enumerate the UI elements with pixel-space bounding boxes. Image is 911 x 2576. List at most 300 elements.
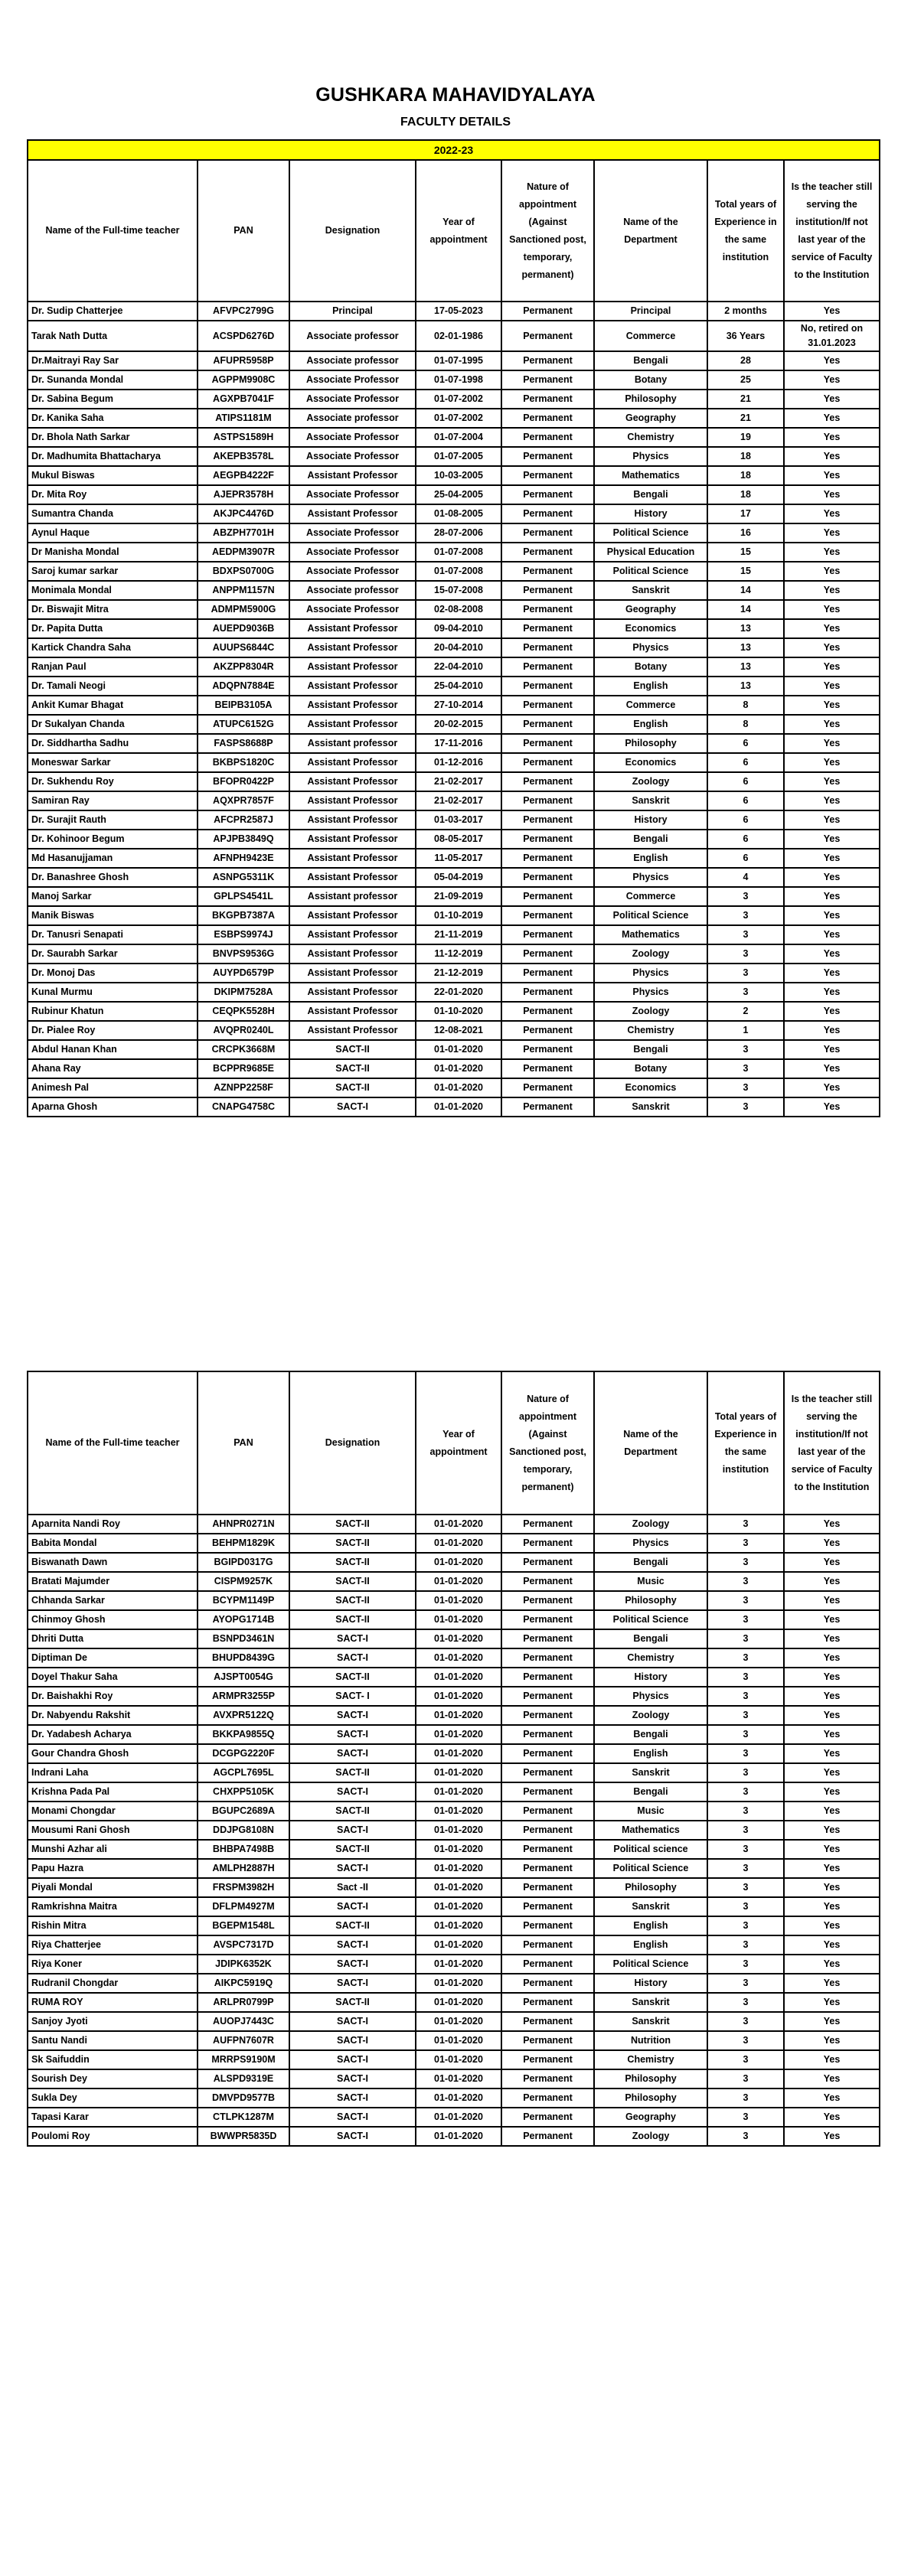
cell-experience: 3 <box>707 1078 784 1097</box>
cell-pan: BGUPC2689A <box>198 1802 289 1821</box>
cell-teacher-name: Aparna Ghosh <box>28 1097 198 1117</box>
cell-appointment-date: 21-02-2017 <box>416 791 501 810</box>
cell-pan: BWWPR5835D <box>198 2127 289 2146</box>
cell-experience: 19 <box>707 428 784 447</box>
cell-designation: SACT-I <box>289 1935 416 1955</box>
cell-serving-status: Yes <box>784 925 880 944</box>
cell-appointment-date: 01-07-2008 <box>416 562 501 581</box>
cell-department: English <box>594 677 707 696</box>
cell-pan: AJEPR3578H <box>198 485 289 504</box>
cell-designation: SACT-I <box>289 2012 416 2031</box>
cell-appointment-nature: Permanent <box>501 1648 594 1668</box>
table-row <box>28 906 880 925</box>
institution-title: GUSHKARA MAHAVIDYALAYA <box>315 84 596 106</box>
cell-appointment-nature: Permanent <box>501 1782 594 1802</box>
cell-serving-status: Yes <box>784 849 880 868</box>
cell-experience: 17 <box>707 504 784 523</box>
cell-designation: SACT-I <box>289 1725 416 1744</box>
cell-teacher-name: Sukla Dey <box>28 2089 198 2108</box>
cell-designation: Associate Professor <box>289 485 416 504</box>
cell-appointment-date: 01-01-2020 <box>416 1744 501 1763</box>
cell-department: Bengali <box>594 1553 707 1572</box>
cell-designation: SACT-II <box>289 1572 416 1591</box>
cell-teacher-name: Dr. Surajit Rauth <box>28 810 198 830</box>
cell-appointment-nature: Permanent <box>501 1572 594 1591</box>
cell-appointment-nature: Permanent <box>501 1002 594 1021</box>
cell-pan: AGPPM9908C <box>198 370 289 390</box>
cell-serving-status: Yes <box>784 830 880 849</box>
cell-serving-status: Yes <box>784 562 880 581</box>
table-row <box>28 1610 880 1629</box>
cell-pan: ATIPS1181M <box>198 409 289 428</box>
table-row <box>28 390 880 409</box>
table-row <box>28 830 880 849</box>
cell-appointment-date: 20-02-2015 <box>416 715 501 734</box>
cell-pan: AQXPR7857F <box>198 791 289 810</box>
cell-serving-status: Yes <box>784 523 880 543</box>
cell-serving-status: Yes <box>784 1821 880 1840</box>
cell-experience: 15 <box>707 562 784 581</box>
cell-serving-status: Yes <box>784 983 880 1002</box>
cell-designation: SACT-II <box>289 1610 416 1629</box>
cell-appointment-nature: Permanent <box>501 2108 594 2127</box>
cell-appointment-nature: Permanent <box>501 2012 594 2031</box>
cell-department: Bengali <box>594 830 707 849</box>
cell-department: Sanskrit <box>594 1097 707 1117</box>
session-band: 2022-23 <box>28 140 880 160</box>
table-row <box>28 321 880 351</box>
cell-department: Geography <box>594 409 707 428</box>
cell-appointment-date: 01-12-2016 <box>416 753 501 772</box>
cell-department: Music <box>594 1572 707 1591</box>
cell-designation: Associate professor <box>289 351 416 370</box>
cell-department: English <box>594 715 707 734</box>
cell-serving-status: Yes <box>784 1059 880 1078</box>
cell-department: Political Science <box>594 523 707 543</box>
col-header-serving: Is the teacher still serving the institution/If not last year of the service of Faculty to the Institution <box>784 160 880 302</box>
cell-serving-status: Yes <box>784 1687 880 1706</box>
cell-appointment-date: 01-01-2020 <box>416 2050 501 2069</box>
cell-designation: Assistant Professor <box>289 677 416 696</box>
cell-designation: Assistant Professor <box>289 868 416 887</box>
cell-appointment-date: 01-01-2020 <box>416 1916 501 1935</box>
cell-serving-status: Yes <box>784 1744 880 1763</box>
cell-designation: SACT-I <box>289 2031 416 2050</box>
cell-serving-status: Yes <box>784 810 880 830</box>
cell-pan: JDIPK6352K <box>198 1955 289 1974</box>
cell-teacher-name: Dr. Baishakhi Roy <box>28 1687 198 1706</box>
cell-department: Bengali <box>594 1782 707 1802</box>
table-row <box>28 1687 880 1706</box>
cell-appointment-nature: Permanent <box>501 1821 594 1840</box>
cell-appointment-date: 01-01-2020 <box>416 2127 501 2146</box>
cell-appointment-nature: Permanent <box>501 504 594 523</box>
cell-appointment-nature: Permanent <box>501 581 594 600</box>
cell-experience: 8 <box>707 715 784 734</box>
cell-designation: Assistant Professor <box>289 906 416 925</box>
col-header-pan: PAN <box>198 1371 289 1515</box>
cell-appointment-nature: Permanent <box>501 1021 594 1040</box>
cell-serving-status: Yes <box>784 2069 880 2089</box>
cell-department: Physics <box>594 1534 707 1553</box>
cell-serving-status: Yes <box>784 1648 880 1668</box>
cell-appointment-date: 01-01-2020 <box>416 1974 501 1993</box>
cell-pan: CTLPK1287M <box>198 2108 289 2127</box>
cell-appointment-date: 01-01-2020 <box>416 2069 501 2089</box>
cell-pan: BFOPR0422P <box>198 772 289 791</box>
faculty-table-page-2 <box>27 1371 880 2147</box>
cell-experience: 3 <box>707 1916 784 1935</box>
cell-experience: 18 <box>707 485 784 504</box>
cell-appointment-date: 21-09-2019 <box>416 887 501 906</box>
cell-experience: 3 <box>707 1059 784 1078</box>
cell-appointment-nature: Permanent <box>501 887 594 906</box>
table-row <box>28 1534 880 1553</box>
table-row <box>28 428 880 447</box>
cell-teacher-name: Mukul Biswas <box>28 466 198 485</box>
cell-appointment-nature: Permanent <box>501 983 594 1002</box>
cell-serving-status: Yes <box>784 2127 880 2146</box>
table-row <box>28 1744 880 1763</box>
cell-pan: AVQPR0240L <box>198 1021 289 1040</box>
cell-department: Sanskrit <box>594 791 707 810</box>
cell-designation: Assistant Professor <box>289 983 416 1002</box>
table-row <box>28 1706 880 1725</box>
cell-appointment-date: 25-04-2005 <box>416 485 501 504</box>
cell-pan: AIKPC5919Q <box>198 1974 289 1993</box>
table-row <box>28 638 880 657</box>
cell-experience: 3 <box>707 2069 784 2089</box>
cell-teacher-name: Dr. Sabina Begum <box>28 390 198 409</box>
col-header-department: Name of the Department <box>594 1371 707 1515</box>
cell-serving-status: Yes <box>784 1553 880 1572</box>
cell-designation: SACT-II <box>289 1763 416 1782</box>
cell-experience: 16 <box>707 523 784 543</box>
cell-designation: SACT-I <box>289 2050 416 2069</box>
table-row <box>28 2031 880 2050</box>
cell-appointment-date: 01-01-2020 <box>416 1821 501 1840</box>
cell-experience: 3 <box>707 1687 784 1706</box>
cell-appointment-nature: Permanent <box>501 1859 594 1878</box>
cell-appointment-date: 01-01-2020 <box>416 1935 501 1955</box>
cell-appointment-nature: Permanent <box>501 2069 594 2089</box>
cell-appointment-nature: Permanent <box>501 466 594 485</box>
cell-pan: AFCPR2587J <box>198 810 289 830</box>
table-row <box>28 1878 880 1897</box>
cell-teacher-name: Sumantra Chanda <box>28 504 198 523</box>
cell-teacher-name: Rishin Mitra <box>28 1916 198 1935</box>
cell-pan: AMLPH2887H <box>198 1859 289 1878</box>
cell-experience: 18 <box>707 447 784 466</box>
table-row <box>28 925 880 944</box>
cell-designation: SACT-II <box>289 1802 416 1821</box>
table-row <box>28 351 880 370</box>
cell-experience: 3 <box>707 964 784 983</box>
cell-designation: Assistant Professor <box>289 830 416 849</box>
cell-teacher-name: Krishna Pada Pal <box>28 1782 198 1802</box>
cell-teacher-name: Dr. Saurabh Sarkar <box>28 944 198 964</box>
cell-experience: 3 <box>707 2012 784 2031</box>
cell-department: Zoology <box>594 2127 707 2146</box>
table-row <box>28 1078 880 1097</box>
cell-appointment-date: 22-04-2010 <box>416 657 501 677</box>
cell-appointment-date: 21-02-2017 <box>416 772 501 791</box>
cell-pan: AGCPL7695L <box>198 1763 289 1782</box>
cell-department: Chemistry <box>594 2050 707 2069</box>
cell-appointment-nature: Permanent <box>501 1668 594 1687</box>
cell-appointment-date: 10-03-2005 <box>416 466 501 485</box>
cell-teacher-name: Dr. Banashree Ghosh <box>28 868 198 887</box>
cell-pan: FASPS8688P <box>198 734 289 753</box>
cell-department: English <box>594 849 707 868</box>
cell-pan: AUEPD9036B <box>198 619 289 638</box>
cell-department: Economics <box>594 1078 707 1097</box>
cell-appointment-nature: Permanent <box>501 1059 594 1078</box>
cell-designation: Associate Professor <box>289 523 416 543</box>
table-row <box>28 619 880 638</box>
cell-experience: 3 <box>707 944 784 964</box>
cell-pan: AUFPN7607R <box>198 2031 289 2050</box>
cell-pan: DCGPG2220F <box>198 1744 289 1763</box>
cell-serving-status: Yes <box>784 868 880 887</box>
table-row <box>28 523 880 543</box>
cell-designation: Assistant Professor <box>289 810 416 830</box>
cell-teacher-name: Doyel Thakur Saha <box>28 1668 198 1687</box>
table-row <box>28 1097 880 1117</box>
cell-teacher-name: Dr. Madhumita Bhattacharya <box>28 447 198 466</box>
cell-pan: AFVPC2799G <box>198 302 289 321</box>
cell-teacher-name: Bratati Majumder <box>28 1572 198 1591</box>
table-row <box>28 1059 880 1078</box>
cell-experience: 3 <box>707 1859 784 1878</box>
table-row <box>28 543 880 562</box>
cell-pan: ALSPD9319E <box>198 2069 289 2089</box>
cell-serving-status: Yes <box>784 696 880 715</box>
cell-experience: 3 <box>707 1097 784 1117</box>
cell-pan: BNVPS9536G <box>198 944 289 964</box>
cell-pan: CHXPP5105K <box>198 1782 289 1802</box>
cell-appointment-nature: Permanent <box>501 2127 594 2146</box>
table-row <box>28 964 880 983</box>
cell-pan: ADQPN7884E <box>198 677 289 696</box>
cell-serving-status: Yes <box>784 2031 880 2050</box>
cell-teacher-name: Dr. Siddhartha Sadhu <box>28 734 198 753</box>
cell-department: Political Science <box>594 1610 707 1629</box>
cell-experience: 3 <box>707 1840 784 1859</box>
col-header-nature: Nature of appointment (Against Sanctioned post, temporary, permanent) <box>501 160 594 302</box>
cell-pan: DFLPM4927M <box>198 1897 289 1916</box>
cell-experience: 3 <box>707 2089 784 2108</box>
cell-serving-status: Yes <box>784 504 880 523</box>
table-row <box>28 2050 880 2069</box>
cell-teacher-name: Gour Chandra Ghosh <box>28 1744 198 1763</box>
cell-department: English <box>594 1916 707 1935</box>
cell-appointment-nature: Permanent <box>501 638 594 657</box>
cell-appointment-date: 01-07-1995 <box>416 351 501 370</box>
table-row <box>28 1021 880 1040</box>
cell-serving-status: Yes <box>784 944 880 964</box>
cell-teacher-name: Ankit Kumar Bhagat <box>28 696 198 715</box>
table-row <box>28 2012 880 2031</box>
cell-appointment-nature: Permanent <box>501 1629 594 1648</box>
cell-appointment-date: 08-05-2017 <box>416 830 501 849</box>
cell-teacher-name: Kunal Murmu <box>28 983 198 1002</box>
cell-experience: 4 <box>707 868 784 887</box>
cell-teacher-name: Mousumi Rani Ghosh <box>28 1821 198 1840</box>
cell-experience: 6 <box>707 849 784 868</box>
cell-designation: SACT-I <box>289 1955 416 1974</box>
cell-department: Political Science <box>594 1859 707 1878</box>
cell-department: Geography <box>594 600 707 619</box>
cell-teacher-name: Dr. Bhola Nath Sarkar <box>28 428 198 447</box>
cell-appointment-nature: Permanent <box>501 1687 594 1706</box>
cell-department: Philosophy <box>594 1878 707 1897</box>
cell-designation: Assistant Professor <box>289 925 416 944</box>
cell-appointment-date: 02-01-1986 <box>416 321 501 351</box>
table-row <box>28 1668 880 1687</box>
col-header-department: Name of the Department <box>594 160 707 302</box>
table-row <box>28 1802 880 1821</box>
table-row <box>28 2127 880 2146</box>
cell-serving-status: Yes <box>784 1572 880 1591</box>
cell-appointment-date: 01-08-2005 <box>416 504 501 523</box>
cell-appointment-nature: Permanent <box>501 849 594 868</box>
cell-serving-status: Yes <box>784 677 880 696</box>
cell-pan: ACSPD6276D <box>198 321 289 351</box>
cell-teacher-name: Dr. Sudip Chatterjee <box>28 302 198 321</box>
cell-department: Physics <box>594 638 707 657</box>
cell-department: Mathematics <box>594 466 707 485</box>
cell-appointment-nature: Permanent <box>501 428 594 447</box>
cell-designation: Assistant Professor <box>289 1002 416 1021</box>
cell-department: English <box>594 1935 707 1955</box>
cell-designation: Assistant Professor <box>289 944 416 964</box>
cell-department: Philosophy <box>594 2089 707 2108</box>
cell-experience: 3 <box>707 2050 784 2069</box>
col-header-nature: Nature of appointment (Against Sanctioned post, temporary, permanent) <box>501 1371 594 1515</box>
col-header-year: Year of appointment <box>416 160 501 302</box>
cell-appointment-date: 01-01-2020 <box>416 1782 501 1802</box>
cell-designation: SACT-II <box>289 1040 416 1059</box>
cell-serving-status: Yes <box>784 2108 880 2127</box>
cell-teacher-name: Saroj kumar sarkar <box>28 562 198 581</box>
table-row <box>28 562 880 581</box>
cell-serving-status: Yes <box>784 1897 880 1916</box>
cell-designation: SACT-I <box>289 1974 416 1993</box>
cell-pan: DMVPD9577B <box>198 2089 289 2108</box>
cell-serving-status: Yes <box>784 1725 880 1744</box>
cell-appointment-nature: Permanent <box>501 2031 594 2050</box>
cell-teacher-name: Dr. Papita Dutta <box>28 619 198 638</box>
cell-teacher-name: Piyali Mondal <box>28 1878 198 1897</box>
cell-pan: AYOPG1714B <box>198 1610 289 1629</box>
cell-department: Zoology <box>594 1002 707 1021</box>
cell-designation: Assistant Professor <box>289 638 416 657</box>
cell-designation: SACT-I <box>289 2108 416 2127</box>
table-row <box>28 791 880 810</box>
cell-appointment-nature: Permanent <box>501 753 594 772</box>
cell-appointment-nature: Permanent <box>501 1840 594 1859</box>
cell-department: Sanskrit <box>594 1897 707 1916</box>
cell-teacher-name: Dr. Sunanda Mondal <box>28 370 198 390</box>
table-row <box>28 2108 880 2127</box>
cell-pan: BGEPM1548L <box>198 1916 289 1935</box>
cell-designation: SACT-I <box>289 1744 416 1763</box>
cell-appointment-date: 01-07-2002 <box>416 390 501 409</box>
cell-pan: AZNPP2258F <box>198 1078 289 1097</box>
cell-pan: AJSPT0054G <box>198 1668 289 1687</box>
table-row <box>28 2069 880 2089</box>
table-row <box>28 1591 880 1610</box>
cell-serving-status: Yes <box>784 1763 880 1782</box>
cell-pan: BDXPS0700G <box>198 562 289 581</box>
cell-designation: Associate professor <box>289 409 416 428</box>
cell-appointment-date: 01-01-2020 <box>416 1878 501 1897</box>
cell-designation: SACT-II <box>289 1078 416 1097</box>
cell-pan: AFNPH9423E <box>198 849 289 868</box>
cell-experience: 13 <box>707 619 784 638</box>
cell-appointment-nature: Permanent <box>501 523 594 543</box>
cell-department: Philosophy <box>594 2069 707 2089</box>
cell-designation: Assistant Professor <box>289 466 416 485</box>
cell-department: Physics <box>594 1687 707 1706</box>
table-header-row <box>28 160 880 302</box>
cell-appointment-date: 01-07-2005 <box>416 447 501 466</box>
cell-designation: Assistant Professor <box>289 1021 416 1040</box>
cell-pan: ASTPS1589H <box>198 428 289 447</box>
cell-department: Political Science <box>594 1955 707 1974</box>
cell-experience: 3 <box>707 1629 784 1648</box>
cell-appointment-date: 01-01-2020 <box>416 1610 501 1629</box>
cell-appointment-date: 01-01-2020 <box>416 2108 501 2127</box>
table-row <box>28 1553 880 1572</box>
cell-appointment-date: 01-07-2002 <box>416 409 501 428</box>
cell-appointment-nature: Permanent <box>501 1916 594 1935</box>
cell-experience: 3 <box>707 1648 784 1668</box>
cell-serving-status: Yes <box>784 1668 880 1687</box>
cell-department: Bengali <box>594 1629 707 1648</box>
cell-pan: AFUPR5958P <box>198 351 289 370</box>
cell-teacher-name: Rubinur Khatun <box>28 1002 198 1021</box>
cell-appointment-nature: Permanent <box>501 1802 594 1821</box>
cell-designation: SACT-II <box>289 1515 416 1534</box>
col-header-designation: Designation <box>289 1371 416 1515</box>
table-row <box>28 753 880 772</box>
cell-department: Political Science <box>594 906 707 925</box>
cell-pan: DDJPG8108N <box>198 1821 289 1840</box>
cell-pan: BKBPS1820C <box>198 753 289 772</box>
cell-teacher-name: Dr. Biswajit Mitra <box>28 600 198 619</box>
cell-pan: AUYPD6579P <box>198 964 289 983</box>
cell-serving-status: Yes <box>784 1097 880 1117</box>
cell-designation: SACT-I <box>289 1706 416 1725</box>
cell-experience: 6 <box>707 830 784 849</box>
cell-teacher-name: Diptiman De <box>28 1648 198 1668</box>
col-header-name: Name of the Full-time teacher <box>28 1371 198 1515</box>
cell-pan: AEGPB4222F <box>198 466 289 485</box>
cell-appointment-date: 01-01-2020 <box>416 1725 501 1744</box>
cell-appointment-date: 01-01-2020 <box>416 1706 501 1725</box>
cell-designation: Assistant Professor <box>289 849 416 868</box>
cell-department: History <box>594 810 707 830</box>
cell-pan: BHBPA7498B <box>198 1840 289 1859</box>
cell-appointment-date: 21-11-2019 <box>416 925 501 944</box>
cell-teacher-name: Dr. Yadabesh Acharya <box>28 1725 198 1744</box>
cell-designation: SACT-I <box>289 1821 416 1840</box>
cell-designation: Assistant Professor <box>289 753 416 772</box>
table-row <box>28 2089 880 2108</box>
cell-department: Sanskrit <box>594 1763 707 1782</box>
